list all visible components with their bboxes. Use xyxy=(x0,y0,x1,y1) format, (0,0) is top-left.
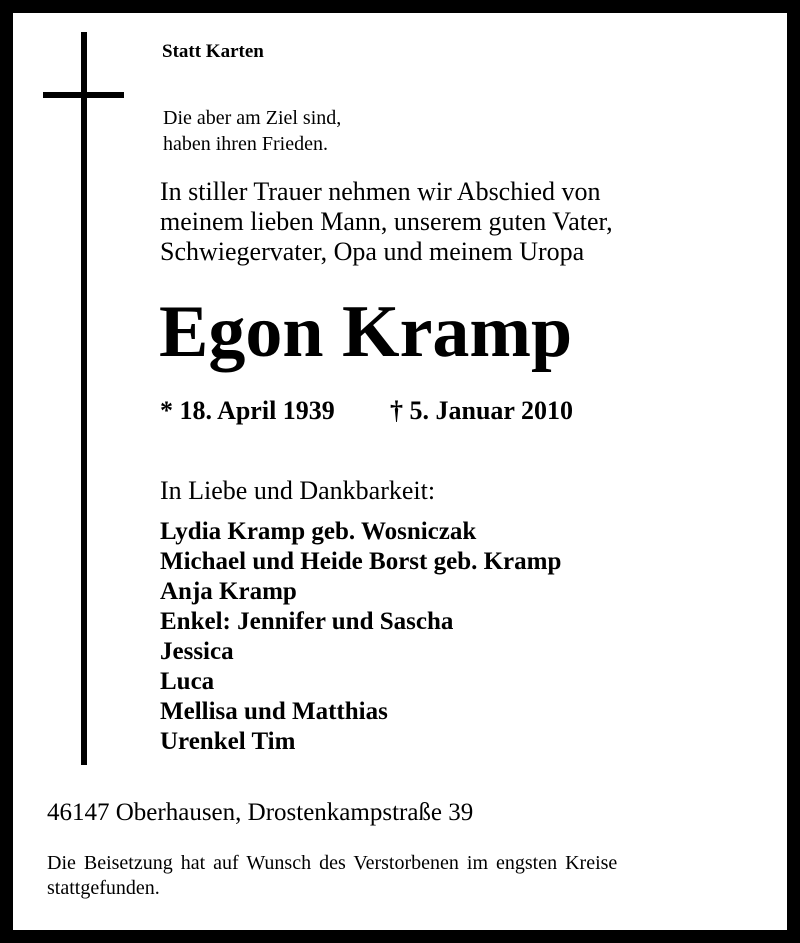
mourner: Jessica xyxy=(160,638,234,665)
cross-icon-bar xyxy=(43,92,124,98)
motto xyxy=(163,105,341,157)
header: Statt Karten xyxy=(162,41,264,62)
funeral-note xyxy=(47,851,617,901)
mourner: Lydia Kramp geb. Wosniczak xyxy=(160,518,477,545)
motto-line: Die aber am Ziel sind, xyxy=(163,107,342,129)
intro-line: In stiller Trauer nehmen wir Abschied von xyxy=(160,177,601,206)
cross-icon xyxy=(81,32,87,765)
note-line: stattgefunden. xyxy=(47,877,160,899)
mourner: Michael und Heide Borst geb. Kramp xyxy=(160,548,562,575)
intro xyxy=(160,177,613,267)
note-line: Die Beisetzung hat auf Wunsch des Verstorbenen im engsten Kreise xyxy=(47,852,618,874)
obituary-frame xyxy=(13,13,787,930)
mourner: Anja Kramp xyxy=(160,578,297,605)
mourner: Urenkel Tim xyxy=(160,728,296,755)
intro-line: meinem lieben Mann, unserem guten Vater, xyxy=(160,207,613,236)
mourner: Mellisa und Matthias xyxy=(160,698,388,725)
address: 46147 Oberhausen, Drostenkampstraße 39 xyxy=(47,799,474,826)
death-date: † 5. Januar 2010 xyxy=(390,396,573,425)
intro-line: Schwiegervater, Opa und meinem Uropa xyxy=(160,237,585,266)
thanks-line: In Liebe und Dankbarkeit: xyxy=(160,476,436,505)
mourner: Enkel: Jennifer und Sascha xyxy=(160,608,454,635)
mourners-list xyxy=(160,517,561,757)
motto-line: haben ihren Frieden. xyxy=(163,133,328,155)
mourner: Luca xyxy=(160,668,215,695)
deceased-name: Egon Kramp xyxy=(159,291,573,373)
birth-date: * 18. April 1939 xyxy=(160,396,335,425)
